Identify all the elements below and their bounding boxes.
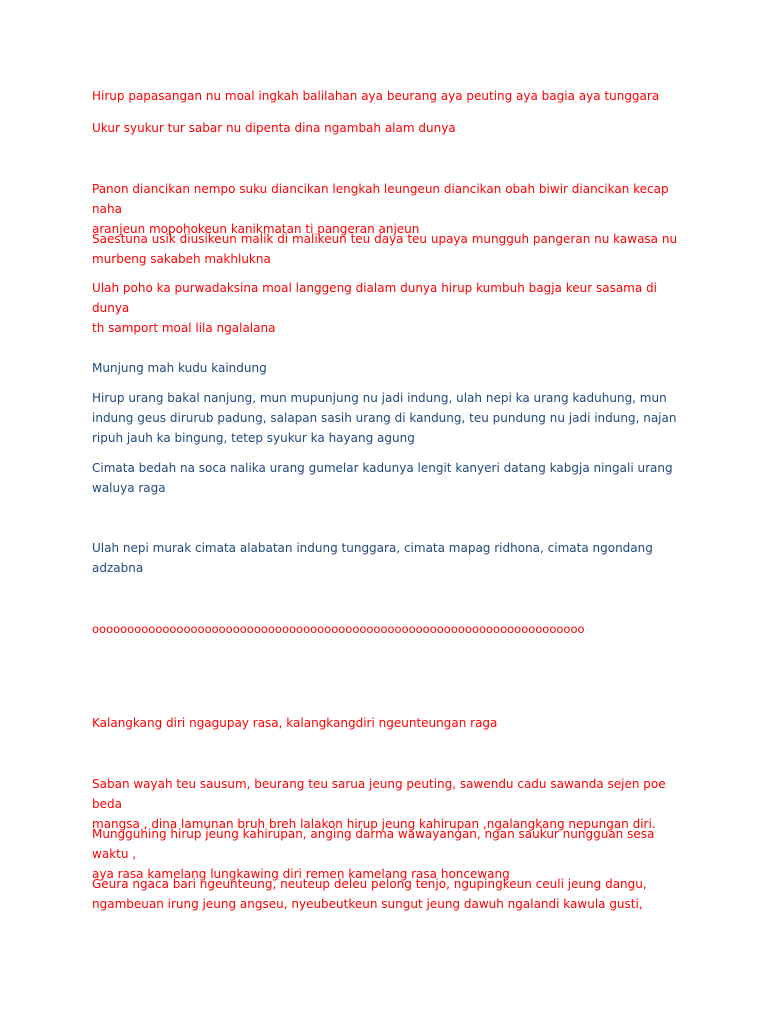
paragraph-7: Hirup urang bakal nanjung, mun mupunjung nu jadi indung, ulah nepi ka urang kaduhung, mun indung geus dirurub padung, salapan sasih urang di kandung, teu pundung nu jadi indung, najan ripuh jauh ka bingung, tetep syukur ka hayang agung [92, 391, 677, 445]
paragraph-12: Saban wayah teu sausum, beurang teu sarua jeung peuting, sawendu cadu sawanda sejen poe beda mangsa , dina lamunan bruh breh lalakon hirup jeung kahirupan ,ngalangkang nepungan diri. [92, 777, 666, 831]
paragraph-1: Hirup papasangan nu moal ingkah balilahan aya beurang aya peuting aya bagia aya tunggara [92, 89, 660, 103]
paragraph-9: Ulah nepi murak cimata alabatan indung tunggara, cimata mapag ridhona, cimata ngondang adzabna [92, 541, 653, 575]
paragraph-2: Ukur syukur tur sabar nu dipenta dina ngambah alam dunya [92, 121, 456, 135]
paragraph-11: Kalangkang diri ngagupay rasa, kalangkangdiri ngeunteungan raga [92, 716, 498, 730]
paragraph-4: Saestuna usik diusikeun malik di malikeun teu daya teu upaya mungguh pangeran nu kawasa nu murbeng sakabeh makhlukna [92, 232, 678, 266]
paragraph-3: Panon diancikan nempo suku diancikan lengkah leungeun diancikan obah biwir diancikan kecap naha aranjeun mopohokeun kanikmatan ti pangeran anjeun [92, 182, 669, 236]
paragraph-5: Ulah poho ka purwadaksina moal langgeng dialam dunya hirup kumbuh bagja keur sasama di dunya th samport moal lila ngalalana [92, 281, 657, 335]
separator-line: oooooooooooooooooooooooooooooooooooooooooooooooooooooooooooooooooooooo [92, 622, 585, 636]
paragraph-8: Cimata bedah na soca nalika urang gumelar kadunya lengit kanyeri datang kabgja ningali urang waluya raga [92, 461, 673, 495]
paragraph-13: Mungguhing hirup jeung kahirupan, anging darma wawayangan, ngan saukur nungguan sesa waktu , aya rasa kamelang lungkawing diri remen kamelang rasa honcewang [92, 827, 655, 881]
heading-munjung: Munjung mah kudu kaindung [92, 361, 267, 375]
paragraph-14: Geura ngaca bari ngeunteung, neuteup deleu pelong tenjo, ngupingkeun ceuli jeung dangu, ngambeuan irung jeung angseu, nyeubeutkeun sungut jeung dawuh ngalandi kawula gusti, [92, 877, 647, 911]
